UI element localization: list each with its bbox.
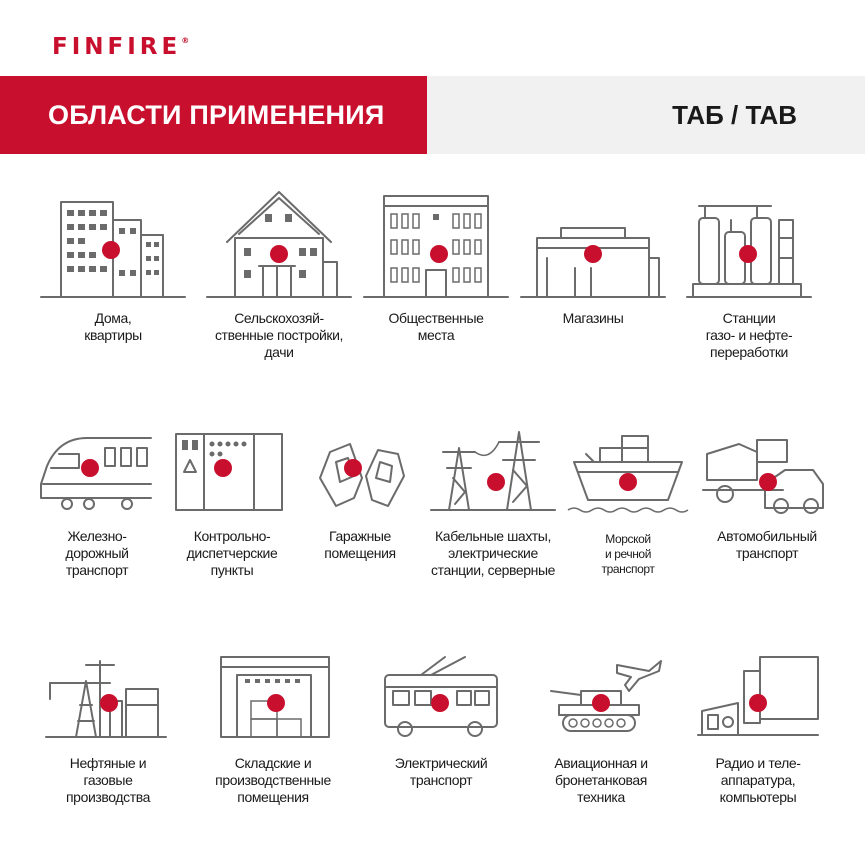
refinery-icon — [669, 180, 829, 310]
item-label: Магазины — [562, 310, 624, 326]
item-label: Станции газо- и нефте- переработки — [705, 310, 793, 360]
application-item — [678, 645, 838, 806]
store-icon — [513, 180, 673, 310]
header-banner — [0, 76, 865, 154]
application-item — [687, 418, 847, 562]
item-label: Складские и производственные помещения — [215, 755, 331, 805]
application-item — [361, 645, 521, 789]
application-item — [548, 418, 708, 577]
item-label: Контрольно- диспетчерские пункты — [186, 528, 278, 578]
brand-logo — [52, 34, 189, 60]
item-label: Авиационная и бронетанковая техника — [554, 755, 648, 805]
ship-icon — [548, 418, 708, 548]
item-label: Автомобильный транспорт — [717, 528, 817, 561]
application-item — [199, 180, 359, 361]
product-code: ТАБ / TAB — [672, 99, 797, 130]
item-label: Гаражные помещения — [324, 528, 396, 561]
application-item — [193, 645, 353, 806]
farm-house-icon — [199, 180, 359, 310]
application-item — [356, 180, 516, 344]
item-label: Нефтяные и газовые производства — [66, 755, 150, 805]
item-label: Железно- дорожный транспорт — [65, 528, 129, 578]
banner-title-area — [0, 76, 427, 154]
item-label: Сельскохозяй- ственные постройки, дачи — [214, 310, 344, 360]
item-label: Морской и речной транспорт — [601, 532, 655, 576]
registered-mark: ® — [181, 36, 190, 45]
application-item — [521, 645, 681, 806]
application-item — [513, 180, 673, 327]
item-label: Дома, квартиры — [84, 310, 142, 343]
public-building-icon — [356, 180, 516, 310]
item-label: Общественные места — [388, 310, 484, 343]
page-title: ОБЛАСТИ ПРИМЕНЕНИЯ — [48, 99, 385, 130]
apartment-buildings-icon — [33, 180, 193, 310]
application-item — [669, 180, 829, 361]
application-item — [33, 180, 193, 344]
item-label: Радио и теле- аппаратура, компьютеры — [715, 755, 801, 805]
banner-product-area — [427, 76, 865, 154]
item-label: Кабельные шахты, электрические станции, серверные — [430, 528, 556, 578]
item-label: Электрический транспорт — [394, 755, 488, 788]
application-item — [28, 645, 188, 806]
brand-name: FINFIRE — [52, 34, 182, 60]
